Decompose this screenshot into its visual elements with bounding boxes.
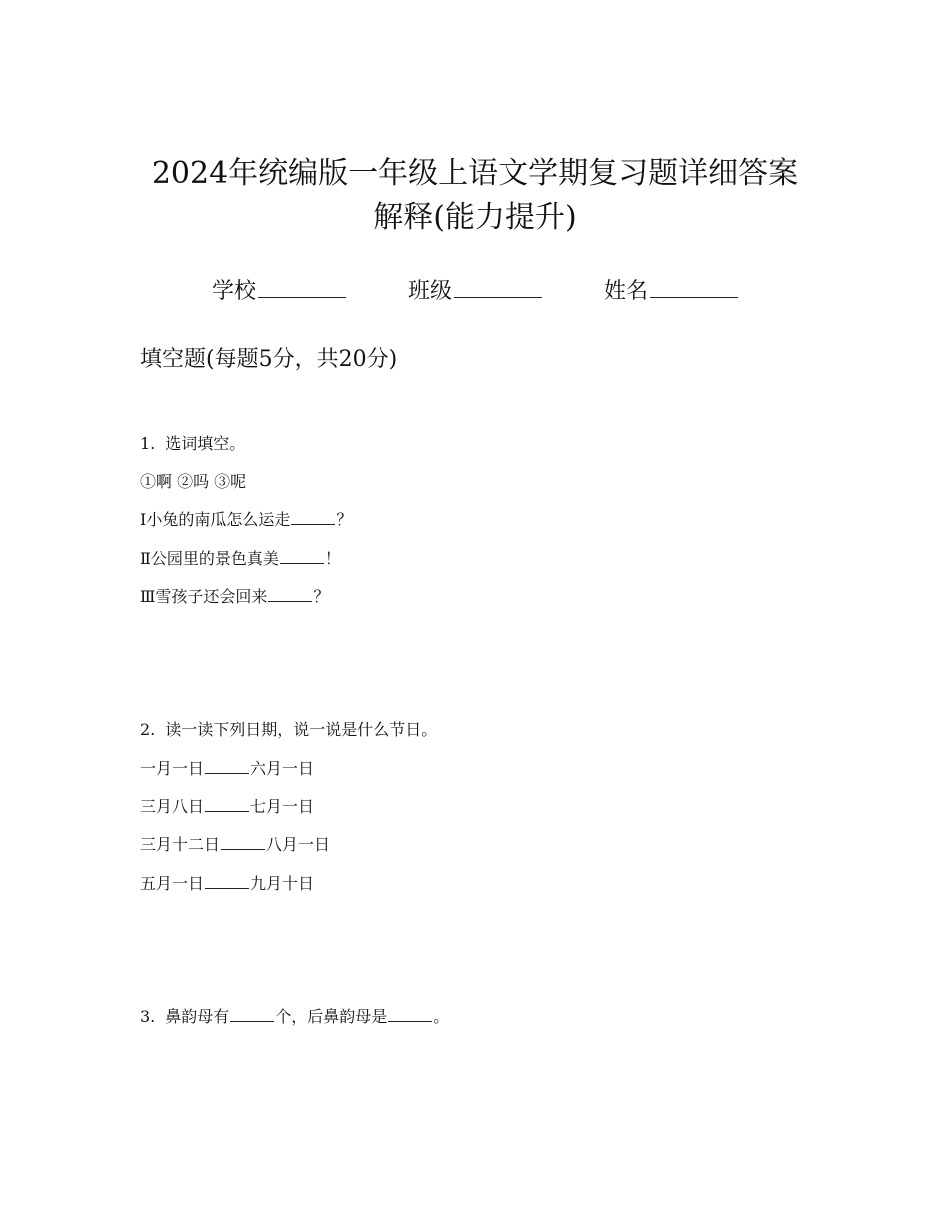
- school-field: [212, 275, 346, 309]
- q1-sentence-3: [140, 585, 329, 609]
- name-label: 姓名: [604, 279, 649, 304]
- q2-prompt: [140, 718, 437, 742]
- class-blank[interactable]: [454, 275, 542, 298]
- school-label: 学校: [211, 279, 256, 304]
- q2-row-4-left: 五月一日: [140, 874, 205, 893]
- q2-prompt-text: 读一读下列日期，说一说是什么节日。: [165, 720, 438, 739]
- q2-number: 2.: [140, 720, 156, 739]
- q2-row-3-blank[interactable]: [221, 833, 265, 850]
- q3-part-2: 个，后鼻韵母是: [275, 1007, 388, 1026]
- q2-row-2: [140, 795, 314, 819]
- q2-row-2-blank[interactable]: [205, 795, 249, 812]
- q1-sentence-1: [140, 508, 352, 532]
- name-field: [604, 275, 738, 309]
- q1-s2-punct: ！: [324, 549, 341, 568]
- q2-row-1: [140, 757, 314, 781]
- q1-prompt-text: 选词填空。: [165, 434, 246, 453]
- section-heading: 填空题(每题5分，共20分): [140, 347, 398, 372]
- q1-s3-punct: ？: [313, 587, 330, 606]
- q2-row-1-right: 六月一日: [250, 759, 315, 778]
- q2-row-4-blank[interactable]: [205, 872, 249, 889]
- q2-row-4-right: 九月十日: [250, 874, 315, 893]
- q3-part-1: 鼻韵母有: [165, 1007, 230, 1026]
- q2-row-3-left: 三月十二日: [140, 835, 221, 854]
- student-info-row: [0, 275, 950, 309]
- q1-sentence-2: [140, 547, 341, 571]
- q1-s1-text: Ⅰ小兔的南瓜怎么运走: [140, 510, 291, 529]
- q2-row-4: [140, 872, 314, 896]
- school-blank[interactable]: [258, 275, 346, 298]
- q3-blank-1[interactable]: [230, 1005, 274, 1022]
- q2-row-2-right: 七月一日: [250, 797, 315, 816]
- q3-line: [140, 1005, 449, 1029]
- q1-s3-text: Ⅲ雪孩子还会回来: [140, 587, 268, 606]
- q1-number: 1.: [140, 434, 156, 453]
- name-blank[interactable]: [650, 275, 738, 298]
- title-line-2: 解释(能力提升): [373, 200, 577, 235]
- q1-prompt: [140, 432, 245, 456]
- class-label: 班级: [407, 279, 452, 304]
- q2-row-3-right: 八月一日: [266, 835, 331, 854]
- q3-blank-2[interactable]: [388, 1005, 432, 1022]
- q2-row-3: [140, 833, 330, 857]
- q1-s2-blank[interactable]: [280, 547, 324, 564]
- q1-s2-text: Ⅱ公园里的景色真美: [140, 549, 279, 568]
- title-line-1: 2024年统编版一年级上语文学期复习题详细答案: [151, 156, 799, 191]
- q2-row-1-left: 一月一日: [140, 759, 205, 778]
- q3-part-3: 。: [433, 1007, 450, 1026]
- class-field: [408, 275, 542, 309]
- q3-number: 3.: [140, 1007, 156, 1026]
- q1-s1-punct: ？: [336, 510, 353, 529]
- q1-s1-blank[interactable]: [291, 508, 335, 525]
- q2-row-1-blank[interactable]: [205, 757, 249, 774]
- q1-s3-blank[interactable]: [268, 585, 312, 602]
- q2-row-2-left: 三月八日: [140, 797, 205, 816]
- q1-options: ①啊 ②吗 ③呢: [140, 472, 247, 491]
